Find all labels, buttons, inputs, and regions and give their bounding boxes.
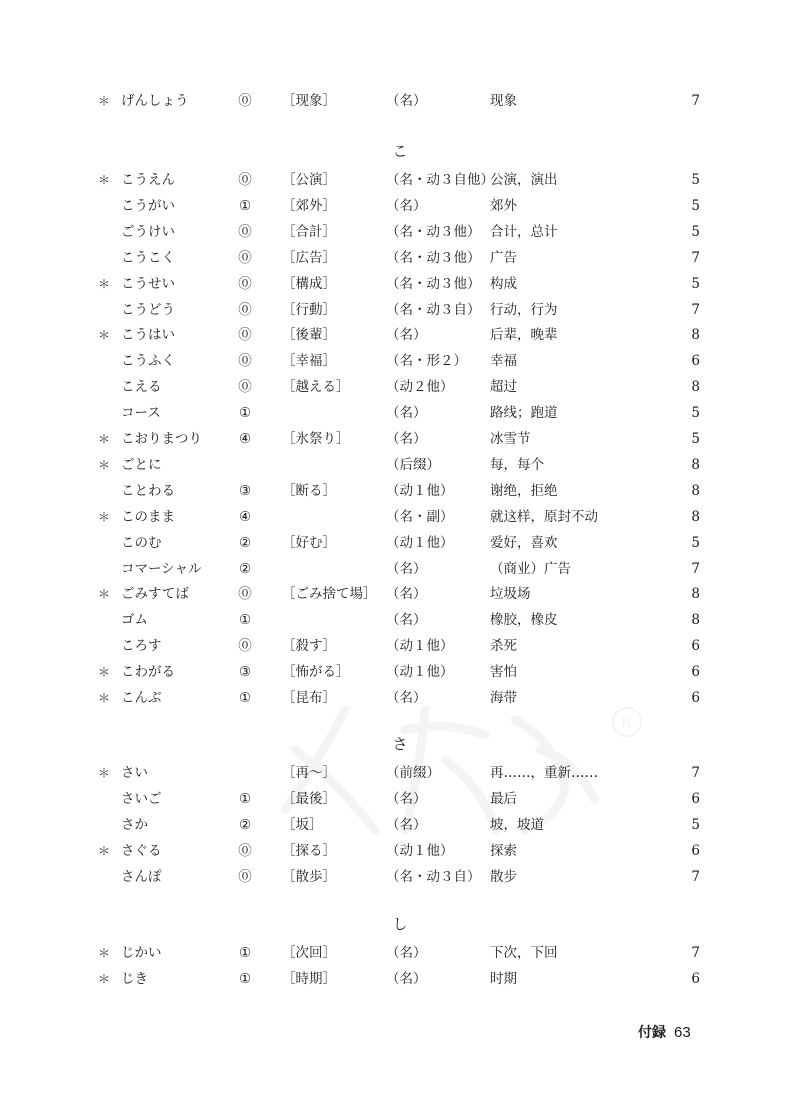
- entry-kanji: ［越える］: [282, 379, 350, 396]
- entry-meaning: 路线；跑道: [490, 405, 558, 422]
- key-word-mark: ＊: [97, 587, 110, 602]
- entry-meaning: 超过: [490, 379, 517, 396]
- entry-part-of-speech: （名・动３他）: [386, 249, 481, 266]
- footer-section-label: 付録: [638, 1025, 666, 1041]
- key-word-mark: ＊: [97, 328, 110, 343]
- entry-lesson-number: 8: [691, 586, 700, 603]
- entry-reading: ことわる: [121, 482, 175, 499]
- entry-reading: げんしょう: [121, 93, 189, 109]
- entry-meaning: 幸福: [490, 353, 517, 370]
- entry-meaning: 行动，行为: [490, 301, 558, 318]
- entry-accent: ①: [238, 945, 252, 961]
- entry-lesson-number: 8: [691, 508, 700, 525]
- entry-part-of-speech: （名）: [386, 93, 427, 109]
- vocab-entry-row: [0, 686, 800, 710]
- entry-reading: このまま: [121, 508, 175, 525]
- entry-lesson-number: 7: [691, 868, 700, 885]
- entry-meaning: 散步: [490, 868, 517, 885]
- key-word-mark: ＊: [97, 946, 110, 960]
- entry-lesson-number: 6: [691, 970, 700, 987]
- entry-lesson-number: 5: [691, 431, 700, 447]
- entry-part-of-speech: （动１他）: [386, 664, 454, 681]
- entry-accent: ⓪: [238, 868, 252, 885]
- entry-part-of-speech: （名・形２）: [386, 353, 467, 370]
- entry-accent: ④: [238, 508, 252, 525]
- entry-lesson-number: 7: [691, 945, 700, 961]
- key-word-mark: ＊: [97, 173, 110, 187]
- entry-accent: ①: [238, 405, 252, 422]
- entry-meaning: 垃圾场: [490, 586, 531, 603]
- entry-meaning: 现象: [490, 93, 517, 109]
- entry-kanji: ［探る］: [282, 842, 336, 859]
- entry-meaning: 时期: [490, 970, 517, 987]
- entry-lesson-number: 8: [691, 456, 700, 473]
- entry-reading: こうこく: [121, 249, 175, 266]
- vocab-entry-row: [0, 89, 800, 113]
- entry-accent: ①: [238, 197, 252, 214]
- entry-reading: こわがる: [121, 664, 175, 681]
- entry-kanji: ［次回］: [282, 945, 336, 961]
- entry-part-of-speech: （前缀）: [386, 765, 440, 781]
- entry-part-of-speech: （名）: [386, 560, 427, 577]
- entry-kanji: ［ごみ捨て場］: [282, 586, 377, 603]
- entry-part-of-speech: （动２他）: [386, 379, 454, 396]
- entry-accent: ⓪: [238, 379, 252, 396]
- entry-lesson-number: 5: [691, 197, 700, 214]
- entry-kanji: ［後輩］: [282, 327, 336, 344]
- entry-reading: さぐる: [121, 842, 162, 859]
- entry-part-of-speech: （名・动３自）: [386, 301, 481, 318]
- entry-meaning: 探索: [490, 842, 517, 859]
- entry-lesson-number: 6: [691, 664, 700, 681]
- entry-lesson-number: 8: [691, 612, 700, 629]
- entry-kanji: ［再～］: [282, 765, 336, 781]
- entry-reading: ころす: [121, 638, 162, 655]
- entry-part-of-speech: （动１他）: [386, 842, 454, 859]
- entry-meaning: （商业）广告: [490, 560, 571, 577]
- entry-lesson-number: 6: [691, 690, 700, 706]
- svg-text:R: R: [621, 713, 633, 732]
- entry-lesson-number: 5: [691, 405, 700, 422]
- entry-reading: コマーシャル: [121, 560, 202, 577]
- entry-accent: ③: [238, 664, 252, 681]
- entry-reading: こうせい: [121, 275, 175, 292]
- key-word-mark: ＊: [97, 665, 110, 680]
- vocab-entry-row: [0, 479, 800, 503]
- entry-kanji: ［構成］: [282, 275, 336, 292]
- entry-lesson-number: 7: [691, 249, 700, 266]
- entry-meaning: 再……，重新……: [490, 765, 598, 781]
- entry-kanji: ［怖がる］: [282, 664, 350, 681]
- entry-accent: ⓪: [238, 223, 252, 240]
- entry-part-of-speech: （后缀）: [386, 456, 440, 473]
- entry-part-of-speech: （名・动３自）: [386, 868, 481, 885]
- entry-part-of-speech: （名）: [386, 945, 427, 961]
- entry-kanji: ［公演］: [282, 172, 336, 188]
- entry-meaning: 橡胶，橡皮: [490, 612, 558, 629]
- vocab-entry-row: [0, 582, 800, 606]
- entry-reading: こうがい: [121, 197, 175, 214]
- entry-meaning: 郊外: [490, 197, 517, 214]
- vocab-entry-row: [0, 557, 800, 581]
- entry-meaning: 爱好，喜欢: [490, 534, 558, 551]
- entry-lesson-number: 6: [691, 353, 700, 370]
- entry-lesson-number: 5: [691, 172, 700, 188]
- entry-part-of-speech: （动１他）: [386, 534, 454, 551]
- entry-meaning: 就这样，原封不动: [490, 508, 598, 525]
- entry-lesson-number: 5: [691, 275, 700, 292]
- section-header: し: [392, 915, 408, 933]
- entry-part-of-speech: （名）: [386, 690, 427, 706]
- entry-accent: ⓪: [238, 93, 252, 109]
- entry-lesson-number: 8: [691, 482, 700, 499]
- entry-meaning: 害怕: [490, 664, 517, 681]
- vocab-entry-row: [0, 194, 800, 218]
- entry-part-of-speech: （名）: [386, 612, 427, 629]
- entry-accent: ⓪: [238, 172, 252, 188]
- entry-reading: さか: [121, 816, 148, 833]
- vocab-entry-row: [0, 941, 800, 965]
- entry-reading: ごみすてば: [121, 586, 189, 603]
- entry-reading: こうどう: [121, 301, 175, 318]
- entry-kanji: ［最後］: [282, 790, 336, 807]
- entry-kanji: ［広告］: [282, 249, 336, 266]
- vocab-entry-row: [0, 608, 800, 632]
- entry-accent: ⓪: [238, 275, 252, 292]
- entry-kanji: ［行動］: [282, 301, 336, 318]
- entry-lesson-number: 5: [691, 534, 700, 551]
- entry-lesson-number: 7: [691, 560, 700, 577]
- entry-lesson-number: 8: [691, 327, 700, 344]
- entry-kanji: ［断る］: [282, 482, 336, 499]
- key-word-mark: ＊: [97, 509, 110, 524]
- entry-part-of-speech: （名）: [386, 405, 427, 422]
- key-word-mark: ＊: [97, 971, 110, 986]
- vocab-entry-row: [0, 634, 800, 658]
- entry-accent: ①: [238, 790, 252, 807]
- entry-accent: ①: [238, 970, 252, 987]
- entry-meaning: 坡，坡道: [490, 816, 544, 833]
- entry-kanji: ［现象］: [282, 93, 336, 109]
- entry-lesson-number: 6: [691, 638, 700, 655]
- key-word-mark: ＊: [97, 766, 110, 780]
- entry-kanji: ［郊外］: [282, 197, 336, 214]
- vocab-entry-row: [0, 839, 800, 863]
- entry-reading: じき: [121, 970, 148, 987]
- entry-reading: ゴム: [121, 612, 148, 629]
- entry-accent: ④: [238, 431, 252, 447]
- vocab-entry-row: [0, 323, 800, 347]
- vocab-entry-row: [0, 298, 800, 322]
- entry-meaning: 谢绝，拒绝: [490, 482, 558, 499]
- key-word-mark: ＊: [97, 691, 110, 705]
- entry-kanji: ［氷祭り］: [282, 431, 350, 447]
- entry-lesson-number: 7: [691, 93, 700, 109]
- vocab-entry-row: [0, 813, 800, 837]
- entry-reading: ごとに: [121, 456, 162, 473]
- entry-lesson-number: 8: [691, 379, 700, 396]
- entry-lesson-number: 5: [691, 223, 700, 240]
- entry-lesson-number: 7: [691, 765, 700, 781]
- entry-part-of-speech: （名）: [386, 327, 427, 344]
- key-word-mark: ＊: [97, 432, 110, 446]
- section-header: さ: [392, 735, 408, 753]
- entry-kanji: ［昆布］: [282, 690, 336, 706]
- vocab-entry-row: [0, 168, 800, 192]
- vocab-entry-row: [0, 349, 800, 373]
- entry-reading: こうふく: [121, 353, 175, 370]
- entry-kanji: ［好む］: [282, 534, 336, 551]
- entry-kanji: ［散歩］: [282, 868, 336, 885]
- entry-reading: じかい: [121, 945, 162, 961]
- page-number: 63: [674, 1024, 691, 1041]
- entry-lesson-number: 6: [691, 842, 700, 859]
- vocab-entry-row: [0, 272, 800, 296]
- entry-lesson-number: 6: [691, 790, 700, 807]
- vocab-entry-row: [0, 787, 800, 811]
- entry-part-of-speech: （名・动３自他）: [386, 172, 494, 188]
- entry-part-of-speech: （名）: [386, 431, 427, 447]
- vocab-entry-row: [0, 505, 800, 529]
- key-word-mark: ＊: [97, 457, 110, 472]
- entry-meaning: 每，每个: [490, 456, 544, 473]
- entry-kanji: ［時期］: [282, 970, 336, 987]
- entry-reading: こえる: [121, 379, 162, 396]
- entry-reading: こうはい: [121, 327, 175, 344]
- entry-accent: ②: [238, 816, 252, 833]
- entry-lesson-number: 5: [691, 816, 700, 833]
- entry-part-of-speech: （动１他）: [386, 638, 454, 655]
- entry-reading: ごうけい: [121, 223, 175, 240]
- vocab-entry-row: [0, 427, 800, 451]
- entry-part-of-speech: （名・动３他）: [386, 223, 481, 240]
- vocab-entry-row: [0, 453, 800, 477]
- vocab-entry-row: [0, 401, 800, 425]
- entry-accent: ⓪: [238, 586, 252, 603]
- key-word-mark: ＊: [97, 94, 110, 108]
- entry-meaning: 广告: [490, 249, 517, 266]
- vocab-entry-row: [0, 865, 800, 889]
- entry-part-of-speech: （名・副）: [386, 508, 454, 525]
- entry-reading: さい: [121, 765, 148, 781]
- entry-part-of-speech: （名）: [386, 970, 427, 987]
- entry-part-of-speech: （动１他）: [386, 482, 454, 499]
- entry-accent: ⓪: [238, 842, 252, 859]
- entry-reading: さんぽ: [121, 868, 162, 885]
- entry-accent: ⓪: [238, 353, 252, 370]
- vocab-entry-row: [0, 246, 800, 270]
- entry-meaning: 海带: [490, 690, 517, 706]
- entry-meaning: 合计，总计: [490, 223, 558, 240]
- entry-accent: ②: [238, 560, 252, 577]
- entry-reading: コース: [121, 405, 161, 422]
- vocab-entry-row: [0, 967, 800, 991]
- vocab-entry-row: [0, 761, 800, 785]
- entry-reading: こんぶ: [121, 690, 162, 706]
- entry-kanji: ［坂］: [282, 816, 323, 833]
- entry-part-of-speech: （名）: [386, 586, 427, 603]
- section-header: こ: [392, 142, 408, 160]
- entry-reading: このむ: [121, 534, 162, 551]
- entry-accent: ①: [238, 690, 252, 706]
- entry-meaning: 冰雪节: [490, 431, 531, 447]
- entry-part-of-speech: （名・动３他）: [386, 275, 481, 292]
- entry-accent: ⓪: [238, 638, 252, 655]
- entry-part-of-speech: （名）: [386, 816, 427, 833]
- entry-meaning: 下次，下回: [490, 945, 558, 961]
- entry-accent: ③: [238, 482, 252, 499]
- entry-kanji: ［幸福］: [282, 353, 336, 370]
- entry-meaning: 构成: [490, 275, 517, 292]
- key-word-mark: ＊: [97, 276, 110, 291]
- entry-kanji: ［殺す］: [282, 638, 336, 655]
- entry-accent: ⓪: [238, 301, 252, 318]
- entry-reading: こおりまつり: [121, 431, 202, 447]
- vocab-entry-row: [0, 375, 800, 399]
- entry-accent: ①: [238, 612, 252, 629]
- entry-reading: こうえん: [121, 172, 175, 188]
- entry-part-of-speech: （名）: [386, 197, 427, 214]
- key-word-mark: ＊: [97, 843, 110, 858]
- entry-meaning: 杀死: [490, 638, 517, 655]
- entry-accent: ⓪: [238, 249, 252, 266]
- vocab-entry-row: [0, 660, 800, 684]
- vocab-entry-row: [0, 531, 800, 555]
- entry-part-of-speech: （名）: [386, 790, 427, 807]
- entry-accent: ②: [238, 534, 252, 551]
- entry-accent: ⓪: [238, 327, 252, 344]
- entry-meaning: 最后: [490, 790, 517, 807]
- entry-meaning: 公演，演出: [490, 172, 558, 188]
- vocab-entry-row: [0, 220, 800, 244]
- entry-meaning: 后辈，晚辈: [490, 327, 558, 344]
- entry-reading: さいご: [121, 790, 162, 807]
- entry-kanji: ［合計］: [282, 223, 336, 240]
- entry-lesson-number: 7: [691, 301, 700, 318]
